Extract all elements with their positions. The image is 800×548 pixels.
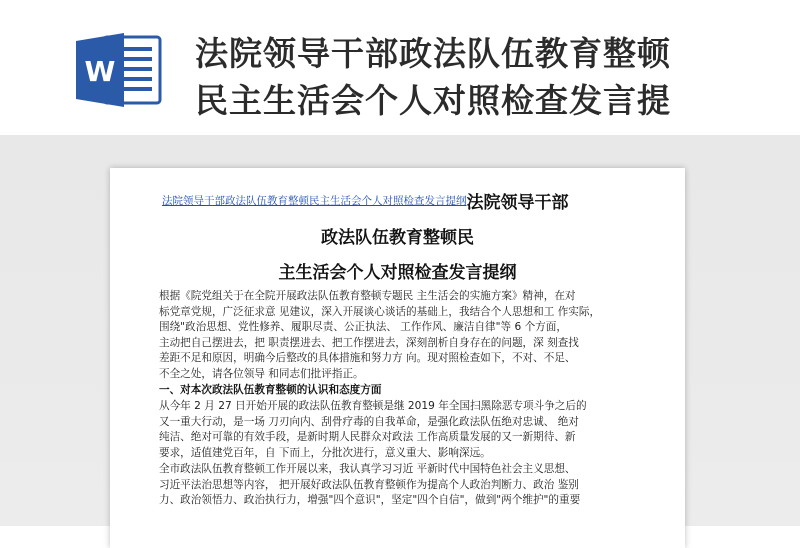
text-line: 围绕"政治思想、党性修养、履职尽责、公正执法、 工作作风、廉洁自律"等 6 个方面， xyxy=(159,321,567,333)
paragraph-1 xyxy=(159,289,643,382)
text-line: 力、政治领悟力、政治执行力，增强"四个意识"，坚定"四个自信"，做到"两个维护"的重要 xyxy=(159,494,581,506)
page-title xyxy=(195,30,785,124)
svg-text:W: W xyxy=(84,55,116,88)
text-line: 根据《院党组关于在全院开展政法队伍教育整顿专题民 主生活会的实施方案》精神，在对 xyxy=(159,290,576,302)
text-line: 要求，适值建党百年，自 下而上，分批次进行，意义重大、影响深远。 xyxy=(159,446,491,459)
word-document-icon xyxy=(76,31,164,109)
document-title-line1 xyxy=(162,188,662,213)
section-heading-1: 一、对本次政法队伍教育整顿的认识和态度方面 xyxy=(159,384,382,396)
document-title-line2: 政法队伍教育整顿民 xyxy=(321,228,474,248)
document-page xyxy=(110,168,685,548)
text-line: 纯洁、绝对可靠的有效手段，是新时期人民群众对政法 工作高质量发展的又一新期待、新 xyxy=(159,431,576,443)
page-header xyxy=(0,0,800,135)
document-title-tail: 法院领导干部 xyxy=(466,193,569,213)
document-title-link[interactable]: 法院领导干部政法队伍教育整顿民主生活会个人对照检查发言提纲 xyxy=(162,195,467,207)
text-line: 习近平法治思想等内容， 把开展好政法队伍教育整顿作为提高个人政治判断力、政治 鉴别 xyxy=(159,478,579,491)
text-line: 又一重大行动，是一场 刀刃向内、刮骨疗毒的自我革命，是强化政法队伍绝对忠诚、 绝对 xyxy=(159,415,579,428)
text-line: 标党章党规，广泛征求意 见建议，深入开展谈心谈话的基础上，我结合个人思想和工 作实际， xyxy=(159,305,601,318)
page-title-line2: 民主生活会个人对照检查发言提 xyxy=(195,81,671,120)
text-line: 差距不足和原因，明确今后整改的具体措施和努力方 向。现对照检查如下，不对、不足、 xyxy=(159,352,576,364)
text-line: 不全之处，请各位领导 和同志们批评指正。 xyxy=(159,367,364,380)
text-line: 从今年 2 月 27 日开始开展的政法队伍教育整顿是继 2019 年全国扫黑除恶专项斗争之后的 xyxy=(159,400,587,412)
paragraph-2 xyxy=(159,399,643,461)
paragraph-3 xyxy=(159,462,643,509)
document-title-line3: 主生活会个人对照检查发言提纲 xyxy=(278,263,517,283)
text-line: 全市政法队伍教育整顿工作开展以来，我认真学习习近 平新时代中国特色社会主义思想、 xyxy=(159,463,576,475)
text-line: 主动把自己摆进去，把 职责摆进去、把工作摆进去，深刻剖析自身存在的问题，深 刻查找 xyxy=(159,336,579,349)
page-title-line1: 法院领导干部政法队伍教育整顿 xyxy=(195,34,671,73)
